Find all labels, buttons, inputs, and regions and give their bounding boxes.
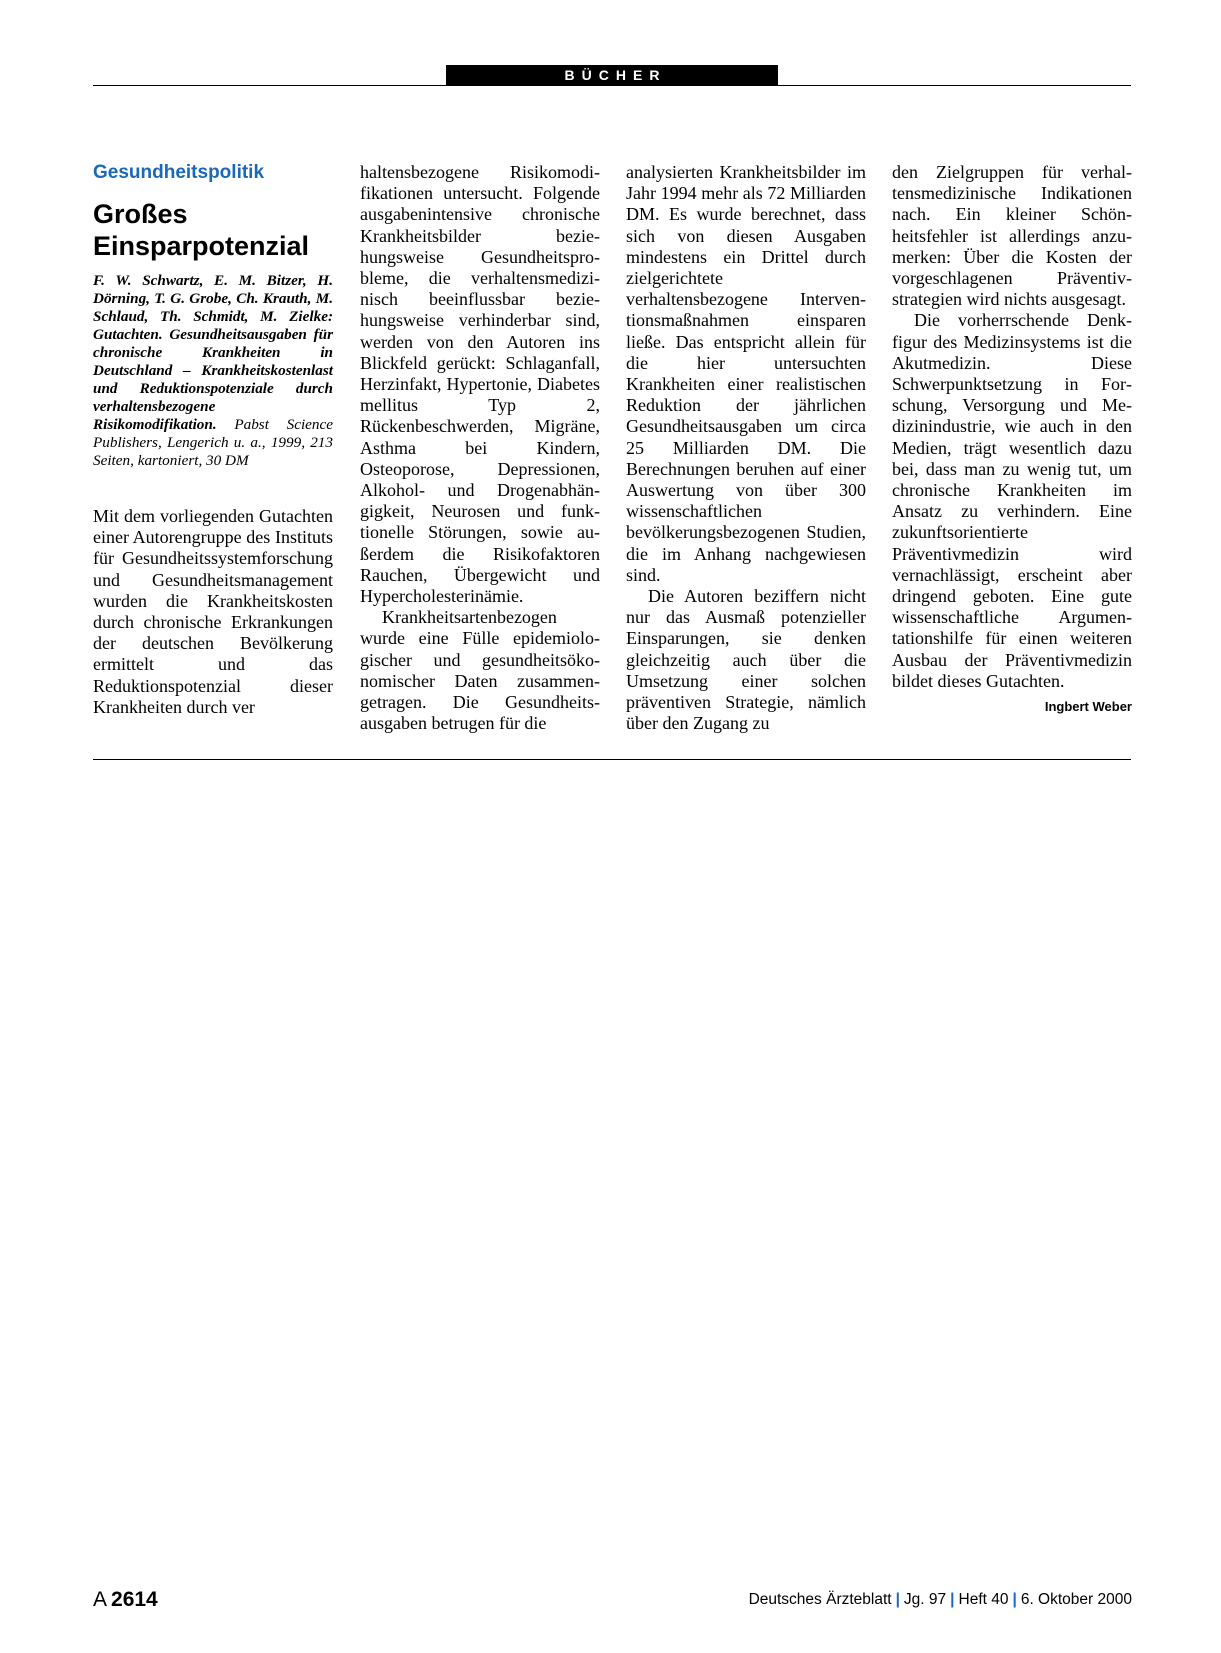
paragraph-3: Die Autoren beziffern nicht nur das Ausmaß potenzieller Einsparungen, sie denken gleichzeitig auch über die Umsetzung einer solchen präventiven Strategie, nämlich über den Zugang zu (626, 586, 866, 734)
column-3 (626, 162, 866, 734)
title-line-2: Einsparpotenzial (93, 231, 310, 261)
journal-name: Deutsches Ärzteblatt (748, 1591, 892, 1608)
journal-footer (749, 1591, 1132, 1609)
column-4 (892, 162, 1132, 717)
paragraph-1-cont: haltensbezogene Risikomodifikationen untersucht. Folgende ausgabenintensive chronische Krankheitsbilder beziehungsweise Gesundheitsprobleme, die verhaltensmedizinisch beeinflussbar beziehungsweise verhinderbar sind, werden von den Autoren ins Blickfeld gerückt: Schlaganfall, Herzinfakt, Hypertonie, Diabetes mellitus Typ 2, Rückenbeschwerden, Migräne, Asthma bei Kindern, Osteoporose, Depressionen, Alkohol- und Drogenabhängigkeit, Neurosen und funktionelle Störungen, sowie außerdem die Risikofaktoren Rauchen, Übergewicht und Hypercholesterinämie. (360, 162, 600, 607)
bibliography-publisher: Pabst Science Publishers, Lengerich u. a., 1999, 213 Seiten, kartoniert, 30 DM (93, 416, 333, 469)
article-kicker: Gesundheitspolitik (93, 162, 265, 183)
footer-separator: | (1012, 1591, 1017, 1608)
article-title (93, 198, 333, 262)
page-number: 2614 (111, 1588, 158, 1611)
paragraph-2: Krankheitsartenbezogen wurde eine Fülle epidemiologischer und gesundheitsökonomischer Daten zusammengetragen. Die Gesundheitsausgaben betrugen für die (360, 607, 600, 734)
paragraph-2-cont: analysierten Krankheitsbilder im Jahr 1994 mehr als 72 Milliarden DM. Es wurde berechnet, dass sich von diesen Ausgaben mindestens ein Drittel durch zielgerichtete verhaltensbezogene Interventionsmaßnahmen einsparen ließe. Das entspricht allein für die hier untersuchten Krankheiten einer realistischen Reduktion der jährlichen Gesundheitsausgaben um circa 25 Milliarden DM. Die Berechnungen beruhen auf einer Auswertung von über 300 wissenschaftlichen bevölkerungsbezogenen Studien, die im Anhang nachgewiesen sind. (626, 162, 866, 585)
journal-date: 6. Oktober 2000 (1020, 1591, 1132, 1608)
section-header: BÜCHER (446, 65, 778, 85)
journal-volume: Jg. 97 (903, 1591, 947, 1608)
page-number-block (93, 1588, 158, 1612)
bibliography (93, 272, 333, 470)
footer-separator: | (895, 1591, 900, 1608)
paragraph-3-cont: den Zielgruppen für verhaltensmedizinische Indikationen nach. Ein kleiner Schönheitsfehler ist allerdings anzumerken: Über die Kosten der vorgeschlagenen Präventivstrategien wird nichts ausgesagt. (892, 162, 1132, 310)
title-line-1: Großes (93, 199, 188, 229)
article-bottom-rule (93, 759, 1131, 760)
author-name: Ingbert Weber (1044, 699, 1132, 715)
header-rule (93, 85, 1131, 86)
journal-issue: Heft 40 (958, 1591, 1009, 1608)
page-prefix: A (93, 1588, 108, 1611)
paragraph-4: Die vorherrschende Denkfigur des Medizinsystems ist die Akutmedizin. Diese Schwerpunktsetzung in Forschung, Versorgung und Medizinindustrie, wie auch in den Medien, trägt wesentlich dazu bei, dass man zu wenig tut, um chronische Krankheiten im Ansatz zu verhindern. Eine zukunftsorientierte Präventivmedizin wird vernachlässigt, erscheint aber dringend geboten. Eine gute wissenschaftliche Argumentationshilfe für einen weiteren Ausbau der Präventivmedizin bildet dieses Gutachten. Ingbert Weber (892, 310, 1132, 692)
paragraph-1: Mit dem vorliegenden Gutachten einer Autorengruppe des Instituts für Gesundheitssystemforschung und Gesundheitsmanagement wurden die Krankheitskosten durch chronische Erkrankungen der deutschen Bevölkerung ermittelt und das Reduktionspotenzial dieser Krankheiten durch ver (93, 506, 333, 717)
column-1 (93, 162, 333, 718)
column-2 (360, 162, 600, 734)
footer-separator: | (950, 1591, 955, 1608)
bibliography-main: F. W. Schwartz, E. M. Bitzer, H. Dörning, T. G. Grobe, Ch. Krauth, M. Schlaud, Th. Schmidt, M. Zielke: Gutachten. Gesundheitsausgaben für chronische Krankheiten in Deutschland – Krankheitskostenlast und Reduktionspotenziale durch verhaltensbezogene Risikomodifikation. (93, 272, 333, 433)
